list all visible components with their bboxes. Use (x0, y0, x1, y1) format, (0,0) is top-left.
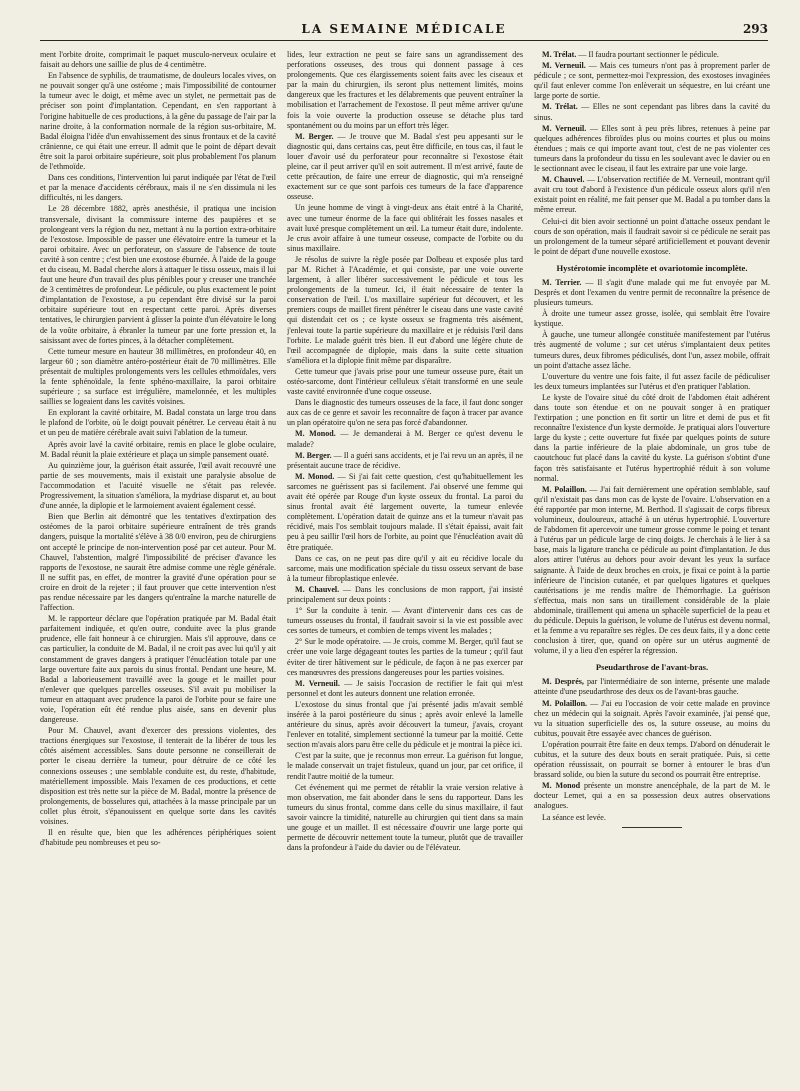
speech-paragraph (534, 102, 770, 122)
paragraph: À gauche, une tumeur allongée constituée manifestement par l'utérus très augmenté de volume ; sur cet utérus s'implantaient deux petites tumeurs dures, deux fibromes pédiculisés, dont l'un, assez mobile, offrait un point d'attache assez lâche. (534, 330, 770, 370)
speaker-name: M. Trélat. (542, 102, 578, 112)
speech-text: — L'observation rectifiée de M. Verneuil, montrant qu'il avait cru tout d'abord à l'existence d'un pédicule osseux alors qu'il n'en existait point en réalité, me fait penser que M. Badal a pu tomber dans la même erreur. (534, 175, 770, 215)
speaker-name: M. Berger. (295, 131, 334, 141)
page-number: 293 (742, 22, 768, 36)
speech-text: — Mais ces tumeurs n'ont pas à proprement parler de pédicule ; ce sont, permettez-moi l'expression, des exostoses invaginées qu'il faut enlever comme l'on enlèverait un séquestre, en lui créant une large porte de sortie. (534, 61, 770, 101)
paragraph: Je résolus de suivre la règle posée par Dolbeau et exposée plus tard par M. Richet à l'Académie, et qui consiste, par une voie ouverte largement, à aller libérer successivement le pédicule et tous les prolongements de la tumeur. Ici, il était nécessaire de tenter la conservation de l'œil. L'os maxillaire supérieur fut découvert, et les premiers coups de maillet firent pénétrer le ciseau dans une vaste cavité qui distendait cet os ; ce kyste osseux se fragmenta très aisément, j'enlevai toute la partie supérieure du maxillaire et je réduisis l'œil dans l'orbite. Le malade guérit très bien. Il eut d'abord une légère chute de l'œil accompagnée de diplopie, mais dans la suite cette situation s'améliora et la diplopie finit même par disparaître. (287, 254, 523, 365)
paragraph: 1° Sur la conduite à tenir. — Avant d'intervenir dans ces cas de tumeurs osseuses du frontal, il faudrait savoir si la vie est possible avec ces sortes de tumeurs, et combien de temps vivent les malades ; (287, 606, 523, 636)
speaker-name: M. Monod (542, 781, 581, 791)
speaker-name: M. Després, (542, 677, 584, 687)
speech-paragraph (534, 50, 770, 60)
speech-paragraph (534, 124, 770, 174)
speaker-name: M. Polaillon. (542, 484, 587, 494)
speech-paragraph (287, 679, 523, 699)
speaker-name: M. Polaillon. (542, 698, 588, 708)
paragraph: Dans ce cas, on ne peut pas dire qu'il y ait eu récidive locale du sarcome, mais une modification spéciale du tissu osseux servant de base à la tumeur fibroplastique enlevée. (287, 553, 523, 583)
speech-paragraph (534, 278, 770, 308)
paragraph: Cette tumeur mesure en hauteur 38 millimètres, en profondeur 40, en largeur 60 ; son diamètre antéro-postérieur était de 70 millimètres. Elle présentait de multiples prolongements vers les cellules ethmoïdales, vers la fente sphénoïdale, la fente sphéno-maxillaire, la paroi orbitaire supérieure ; sa surface est irrégulière, mamelonnée, et les multiples saillies se logeaient dans les cavités voisines. (40, 346, 276, 407)
column-3 (534, 50, 770, 1082)
end-rule (622, 827, 682, 828)
speaker-name: M. Chauvel. (542, 175, 585, 185)
paragraph: Celui-ci dit bien avoir sectionné un point d'attache osseux pendant le cours de son opération, mais il faudrait savoir si ce pédicule ne serait pas un prolongement de la tumeur séparé artificiellement et pouvant devenir le point de départ d'une nouvelle exostose. (534, 216, 770, 256)
paragraph: En l'absence de syphilis, de traumatisme, de douleurs locales vives, on ne pouvait songer qu'à une ostéome ; mais l'impossibilité de contourner la tumeur avec le doigt, et même avec un stylet, ne permettait pas de préciser son point d'implantation. Cependant, en s'en rapportant à l'origine habituelle de ces productions, à la gêne du passage de l'air par la narine droite, à la conformation normale de la région sus-orbitaire, M. Badal éloigna l'idée d'un envahissement des sinus frontaux et de la cavité crânienne, ce qui était une erreur. Il admit que le point de départ devait être soit la paroi orbitaire supérieure, soit plus probablement l'os planum de l'ethmoïde. (40, 71, 276, 172)
speech-text: présente un monstre anencéphale, de la part de M. le docteur Lemet, qui a en sa possession deux autres observations analogues. (534, 781, 770, 811)
running-title: LA SEMAINE MÉDICALE (301, 22, 507, 36)
speech-paragraph (287, 472, 523, 553)
paragraph: À droite une tumeur assez grosse, isolée, qui semblait être l'ovaire kystique. (534, 309, 770, 329)
masthead (40, 18, 768, 41)
speech-text: — Je saisis l'occasion de rectifier le fait qui m'est personnel et dont les auteurs donnent une relation erronée. (287, 678, 523, 698)
speech-paragraph (534, 485, 770, 657)
speech-text: — J'ai eu l'occasion de voir cette malade en province chez un médecin qui la soignait. Après l'avoir examinée, j'ai pensé que, vu la situation superficielle des os, la suture osseuse, au moins du cubitus, pouvait être essayée avec chances de guérison. (534, 698, 770, 738)
speech-paragraph (534, 677, 770, 697)
paragraph: Pour M. Chauvel, avant d'exercer des pressions violentes, des tractions énergiques sur l'exostose, il tenterait de la libérer de tous les côtés aisément accessibles. Sans doute personne ne conseillerait de porter le ciseau derrière la tumeur, pour détruire de ce côté les connexions osseuses ; une semblable conduite est, du reste, d'habitude, matériellement impossible. Mais l'examen de ces productions, et cette disposition est très nette sur la pièce de M. Badal, montre la présence de prolongements, de bosselures qui, attachées à la masse principale par un collet plus étroit, s'épanouissent en quelque sorte dans les cavités voisines. (40, 726, 276, 827)
paragraph: L'exostose du sinus frontal que j'ai présenté jadis m'avait semblé insérée à la paroi postérieure du sinus ; après avoir enlevé la lamelle antérieure du sinus, après avoir découvert la tumeur, j'avais, croyant l'enlever en totalité, simplement sectionné la tumeur par la moitié. Cette section m'avais alors paru être celle du pédicule et je montrai la pièce ici. (287, 699, 523, 750)
paragraph: Cet événement qui me permet de rétablir la vraie version relative à mon observation, me fait abonder dans le sens du rapporteur. Dans les tumeurs du sinus frontal, comme dans celle du sinus maxillaire, il faut savoir vaincre la timidité, naturelle au chirurgien qui tient dans sa main une gouge et un maillet. Il est nécessaire d'ouvrir une large porte qui permette de découvrir nettement toute la tumeur, plutôt que de travailler dans la profondeur à l'aide du davier ou de l'élévateur. (287, 782, 523, 853)
speech-paragraph (287, 451, 523, 471)
paragraph: Cette tumeur que j'avais prise pour une tumeur osseuse pure, était un ostéo-sarcome, dont l'intérieur celluleux s'était transformé en une seule vaste cavité environnée d'une coque osseuse. (287, 366, 523, 397)
paragraph: C'est par la suite, que je reconnus mon erreur. La guérison fut longue, le malade conservait un trajet fistuleux, quand un jour, par cet orifice, il rendit l'autre moitié de la tumeur. (287, 751, 523, 781)
paragraph: Il en résulte que, bien que les adhérences périphériques soient d'habitude peu nombreuses et peu so- (40, 828, 276, 848)
paragraph: Bien que Berlin ait démontré que les tentatives d'extirpation des ostéomes de la paroi orbitaire supérieure entraînent de très grands dangers, puisque la mortalité s'élève à 38 0/0 environ, peu de chirurgiens ont accepté le principe de non-intervention posé par cet auteur. Pour M. Chauvel, l'abstention, malgré l'impossibilité de préciser d'avance les rapports de l'exostose, ne saurait être admise comme une règle générale. Il ne suffit pas, en effet, de montrer la gravité d'une opération pour se croire en droit de la rejeter ; il faut prouver que cette intervention n'est pas rendue nécessaire par les dangers qu'entraîne la marche naturelle de l'affection. (40, 512, 276, 613)
speaker-name: M. Berger. (295, 450, 332, 460)
speaker-name: M. Chauvel. (295, 584, 340, 594)
speaker-name: M. Monod. (295, 471, 335, 481)
paragraph: ment l'orbite droite, comprimait le paquet musculo-nerveux oculaire et faisait au dehors une saillie de plus de 4 centimètre. (40, 50, 276, 70)
paragraph: M. le rapporteur déclare que l'opération pratiquée par M. Badal était parfaitement indiquée, et qu'en outre, conduite avec la plus grande prudence, elle fait honneur à ce chirurgien. Mais s'il approuve, dans ce cas particulier, la conduite de M. Badal, il ne croit pas avec lui qu'il y ait constamment de graves dangers à pratiquer l'énucléation totale par une large ouverture faite aux parois du sinus frontal. Pendant une heure, M. Badal a laborieusement travaillé avec la gouge et le maillet pour n'enlever que quelques parcelles osseuses. S'il avait pu mobiliser la tumeur en attaquant avec prudence la paroi de l'orbite pour se faire une voie, l'opération eût été rendue plus aisée, sans en devenir plus dangereuse. (40, 614, 276, 725)
paragraph: L'opération pourrait être faite en deux temps. D'abord on dénuderait le cubitus, et la suture des deux bouts en serait pratiquée. Puis, si cette opération réussissait, on pourrait se borner à entourer le bras d'un brassard solide, ou bien la suture du second os pourrait être entreprise. (534, 739, 770, 780)
speech-paragraph (287, 429, 523, 449)
speech-paragraph (287, 132, 523, 203)
speech-paragraph (534, 61, 770, 101)
column-2 (287, 50, 523, 1082)
paragraph: Le kyste de l'ovaire situé du côté droit de l'abdomen était adhérent dans toute son étendue et on ne pouvait songer à en pratiquer l'extirpation ; une ponction en fit sortir un litre et demi de pus et fit reconnaître l'existence d'un kyste dermoïde. Je pratiquai alors l'ouverture large du kyste ; cette ouverture fut fixée par quelques points de suture dans la partie inférieure de la plaie abdominale, un gros tube de caoutchouc fut placé dans la cavité du kyste. La guérison s'obtint d'une façon très satisfaisante et l'utérus hypertrophié réduit à son volume normal. (534, 392, 770, 483)
speaker-name: M. Verneuil. (542, 61, 586, 71)
speech-text: — Je trouve que M. Badal s'est peu appesanti sur le diagnostic qui, dans certains cas, peut être difficile, en tous cas, il faut le louer d'avoir usé du perforateur pour reconnaître si l'exostose était pleine, car il peut arriver qu'il en soit autrement. Il m'est arrivé, faute de cette précaution, de faire une erreur de diagnostic, qui m'a renseigné exactement sur ce que sont parfois ces tumeurs de la face d'apparence osseuse. (287, 131, 523, 202)
paragraph: Après avoir lavé la cavité orbitaire, remis en place le globe oculaire, M. Badal réunit la plaie extérieure et plaça un simple pansement ouaté. (40, 439, 276, 459)
paragraph: L'ouverture du ventre une fois faite, il fut assez facile de pédiculiser les deux tumeurs implantées sur l'utérus et d'en pratiquer l'ablation. (534, 371, 770, 391)
paragraph: 2° Sur le mode opératoire. — Je crois, comme M. Berger, qu'il faut se créer une voie large dégageant toutes les parties de la tumeur ; qu'il faut éviter de tirer hâtivement sur le pédicule, de façon à ne pas exercer par ces manœuvres des pressions dangereuses pour les parties voisines. (287, 637, 523, 677)
speech-text: — Elles sont à peu près libres, retenues à peine par quelques adhérences fibroïdes plus ou moins courtes et plus ou moins étendues ; mais ce qui importe avant tout, c'est de ne pas violenter ces tumeurs dans la profondeur du tissu en les soulevant avec le davier ou en le sectionnant avec le ciseau, il faut les extraire par une voie large. (534, 123, 770, 174)
speech-paragraph (287, 585, 523, 605)
speech-text: — J'ai fait dernièrement une opération semblable, sauf qu'il n'existait pas dans mon cas de kyste de l'ovaire. L'observation en a été rapportée par mon interne, M. Berthod. Il s'agissait de corps fibreux volumineux, douloureux, attaché à un utérus hypertrophié. L'ouverture de l'abdomen fit apercevoir une tumeur grosse comme le poing et tenant à l'utérus par un pédicule large de cinq doigts. Je cherchais à le lier à sa base, mais la ligature trancha ce pédicule au point d'implantation. Je dus alors attirer l'utérus au dehors pour avoir devant les yeux la surface saignante. À l'aide de deux broches en croix, je fixai ce point à la partie inférieure de l'incision cutanée, et par quelques ligatures et quelques cautérisations je me rendis maître de l'hémorrhagie. La guérison s'effectua, mais non sans un tiraillement considérable de la plaie abdominale, tiraillement qui amena un sphacèle superficiel de la peau et du pédicule. Depuis la guérison, le volume de l'utérus est devenu normal, et la femme a vu reparaître ses règles. De ces deux faits, il y a donc cette conclusion à tirer, que, quand on opère sur un utérus augmenté de volume, il y a lieu d'en espérer la régression. (534, 484, 770, 656)
speech-text: — Il a guéri sans accidents, et je l'ai revu un an après, il ne présentait aucune trace de récidive. (287, 450, 523, 470)
paragraph: lides, leur extraction ne peut se faire sans un agrandissement des perforations osseuses, des trous qui donnent passage à ces prolongements. Que ces élargissements soient faits avec les ciseaux et par la main du chirurgien, ils seront plus nettement limités, moins dangereux que les fractures et les délabrements que peuvent entraîner la mobilisation et l'arrachement de l'exostose. Il peut même arriver qu'une fois la voie ouverte la production osseuse se détache plus tard spontanément ou du moins par un effort très léger. (287, 50, 523, 130)
speaker-name: M. Trélat. (542, 50, 577, 59)
speaker-name: M. Verneuil. (295, 678, 340, 688)
paragraph: En explorant la cavité orbitaire, M. Badal constata un large trou dans le plafond de l'orbite, où le doigt pouvait pénétrer. Le cerveau était à nu et un peu de matière cérébrale avait suivi l'ablation de la tumeur. (40, 408, 276, 438)
speaker-name: M. Terrier. (542, 277, 582, 287)
speaker-name: M. Monod. (295, 429, 336, 439)
section-heading: Hystérotomie incomplète et ovariotomie incomplète. (556, 262, 748, 273)
speech-text: — Dans les conclusions de mon rapport, j'ai insisté principalement sur deux points : (287, 584, 523, 604)
paragraph: Un jeune homme de vingt à vingt-deux ans était entré à la Charité, avec une tumeur énorme de la face qui oblitérait les fosses nasales et avait luxé presque complètement un œil. La tumeur était dure, indolente. Je crus avoir affaire à une tumeur osseuse, compacte de l'orbite ou du sinus maxillaire. (287, 203, 523, 253)
paragraph: Dans ces conditions, l'intervention lui parut indiquée par l'état de l'œil et par la menace d'accidents cérébraux, mais il ne s'en dissimula ni les difficultés, ni les dangers. (40, 173, 276, 203)
paragraph: Le 28 décembre 1882, après anesthésie, il pratiqua une incision transversale, divisant la commissure interne des paupières et se prolongeant vers la région du nez, mettant à nu la portion extra-orbitaire de l'exostose. Impossible de passer une élévatoire entre la tumeur et la paroi orbitaire. Avec un perforateur, on s'assure de l'absence de toute cavité à son centre ; c'est bien une exostose éburnée. À l'aide de la gouge et du ciseau, M. Badal cherche alors à attaquer le tissu osseux, mais il lui faut une heure d'un travail des plus pénibles pour y creuser une tranchée de 3 centimètres de profondeur. Le pédicule, ou plus exactement le point d'implantation de l'exostose, a pu cependant être divisé sur la paroi orbitaire supérieure tout en respectant cette paroi. Après diverses tentatives, le chirurgien parvient à glisser la pointe d'un élévatoire le long de la voûte orbitaire, à ébranler la tumeur par une forte pression et, la saisissant avec de fortes pinces, à la détacher complètement. (40, 204, 276, 345)
speech-text: — Je demanderai à M. Berger ce qu'est devenu le malade? (287, 429, 523, 449)
speech-paragraph (534, 781, 770, 811)
paragraph: Dans le diagnostic des tumeurs osseuses de la face, il faut donc songer aux cas de ce genre et savoir les reconnaître de façon à tracer par avance un plan opératoire qu'on ne sera pas forcé d'abandonner. (287, 398, 523, 428)
speech-text: par l'intermédiaire de son interne, présente une malade atteinte d'une pseudarthrose des deux os de l'avant-bras gauche. (534, 677, 770, 697)
speech-text: — Il faudra pourtant sectionner le pédicule. (576, 50, 719, 59)
speech-paragraph (534, 175, 770, 215)
speaker-name: M. Verneuil. (542, 123, 587, 133)
paragraph: Au quinzième jour, la guérison était assurée, l'œil avait recouvré une partie de ses mouvements, mais il existait une paralysie absolue de l'accommodation et l'acuité visuelle ne s'était pas relevée. Progressivement, la situation s'améliora, la mydriase disparut et, au bout d'une année, la diplopie et le larmoiement avaient également cessé. (40, 460, 276, 511)
speech-text: — Elles ne sont cependant pas libres dans la cavité du sinus. (534, 102, 770, 122)
column-1 (40, 50, 276, 1082)
section-heading: Pseudarthrose de l'avant-bras. (595, 662, 709, 673)
paragraph: La séance est levée. (542, 812, 606, 822)
speech-text: — Si j'ai fait cette question, c'est qu'habituellement les sarcomes ne guérissent pas si facilement. J'ai observé une femme qui avait été opérée par Rouge d'un kyste osseux du frontal. La paroi du sinus frontal avait été largement ouverte, la tumeur enlevée complètement. L'opération datait de quinze ans et la tumeur n'avait pas récidivé, mais l'os semblait toujours malade. Il s'était épaissi, avait fait peu à peu saillir l'œil hors de l'orbite, au point que l'énucléation avait dû être pratiquée. (287, 471, 523, 552)
speech-paragraph (534, 699, 770, 739)
speech-text: — Il s'agit d'une malade qui me fut envoyée par M. Després et dont l'examen du ventre permit de reconnaître la présence de plusieurs tumeurs. (534, 277, 770, 308)
